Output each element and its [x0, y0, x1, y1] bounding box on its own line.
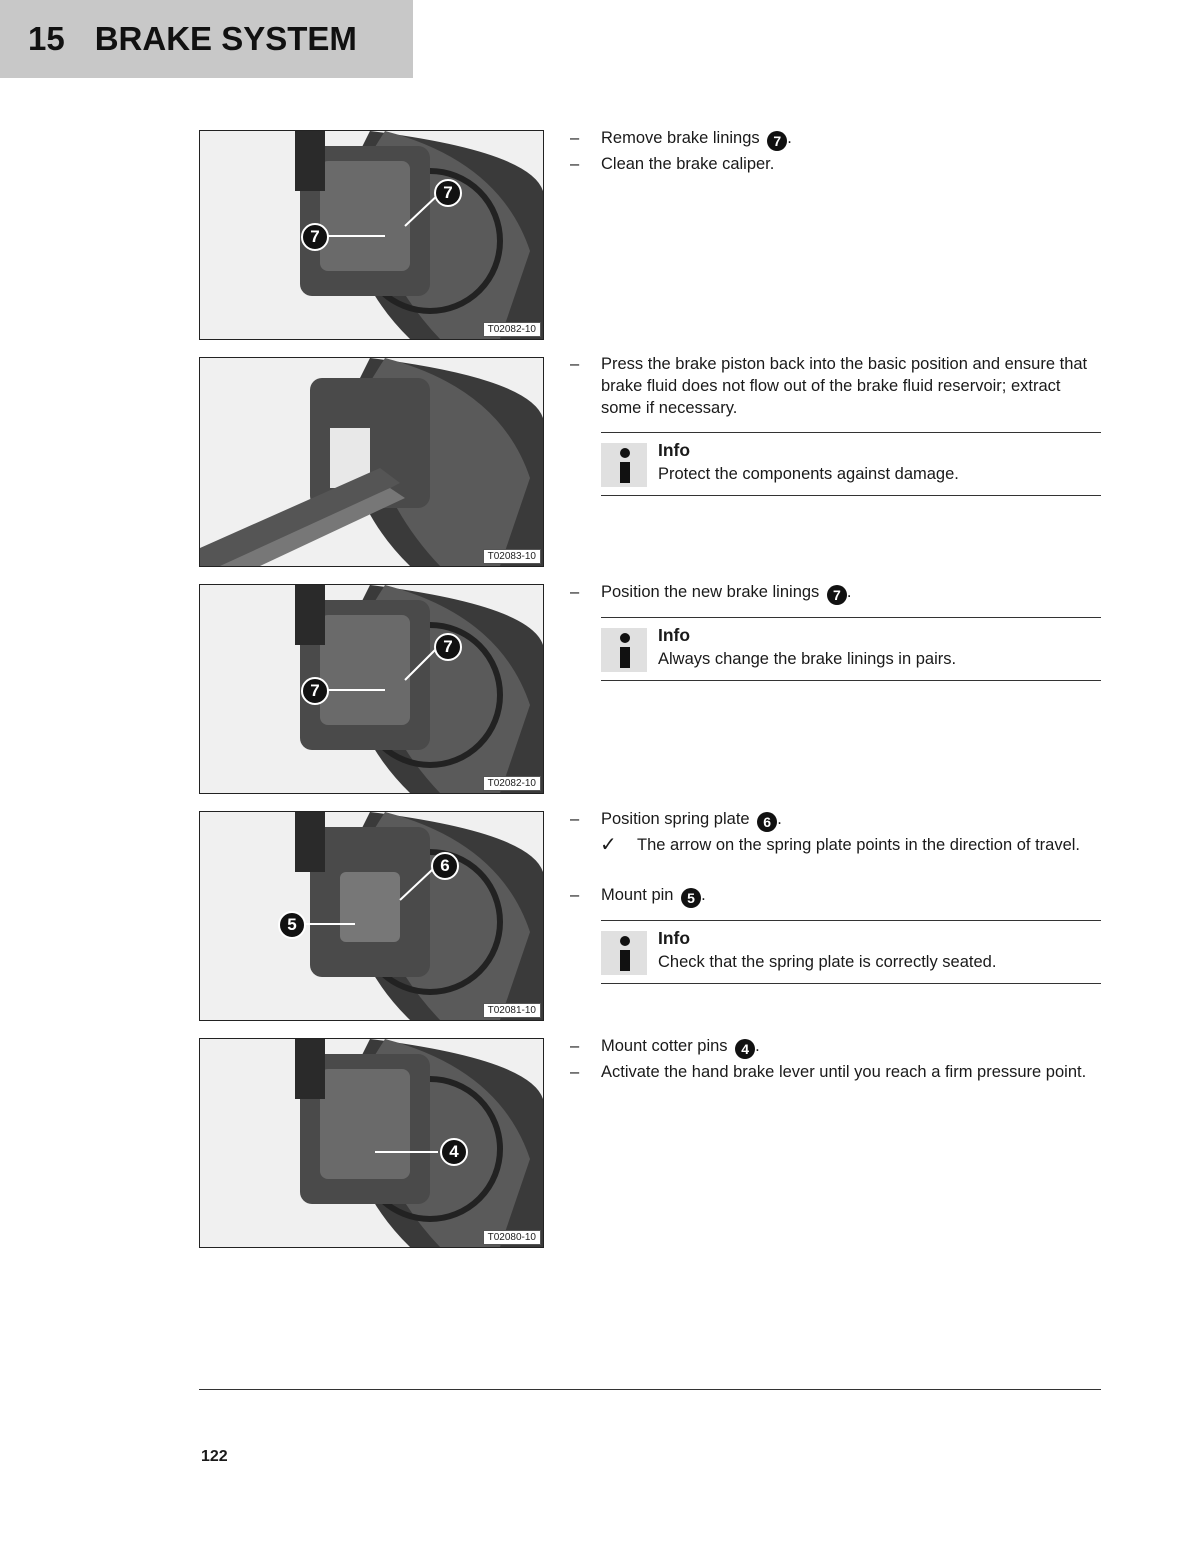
callout-7: 7 — [827, 585, 847, 605]
info-icon — [601, 931, 647, 975]
info-icon — [601, 628, 647, 672]
figure-code: T02082-10 — [483, 776, 541, 791]
footer-divider — [199, 1389, 1101, 1390]
photo-figure — [199, 1038, 544, 1248]
callout-6: 6 — [757, 812, 777, 832]
callout-5: 5 — [278, 911, 306, 939]
info-text: Check that the spring plate is correctly seated. — [658, 953, 997, 971]
step-item: – Remove brake linings 7 . — [570, 129, 792, 149]
callout-6: 6 — [431, 852, 459, 880]
callout-7: 7 — [301, 223, 329, 251]
figure-code: T02082-10 — [483, 322, 541, 337]
info-title: Info — [658, 625, 691, 645]
callout-7: 7 — [301, 677, 329, 705]
callout-7: 7 — [767, 131, 787, 151]
photo-figure — [199, 130, 544, 340]
callout-4: 4 — [440, 1138, 468, 1166]
page-number: 122 — [201, 1448, 228, 1465]
info-text: Always change the brake linings in pairs. — [658, 650, 957, 668]
info-box — [601, 617, 1101, 681]
info-text: Protect the components against damage. — [658, 465, 959, 483]
spring-plate-photo — [200, 812, 543, 1020]
chapter-title: BRAKE SYSTEM — [94, 20, 357, 57]
callout-7: 7 — [434, 179, 462, 207]
info-box — [601, 920, 1101, 984]
figure-code: T02080-10 — [483, 1230, 541, 1245]
chapter-number: 15 — [28, 20, 65, 57]
step-item: – Activate the hand brake lever until you reach a firm pressure point. — [570, 1063, 1087, 1081]
figure-code: T02081-10 — [483, 1003, 541, 1018]
photo-figure — [199, 811, 544, 1021]
info-title: Info — [658, 440, 691, 460]
cotter-pin-photo — [200, 1039, 543, 1247]
photo-figure — [199, 357, 544, 567]
photo-figure — [199, 584, 544, 794]
info-box — [601, 432, 1101, 496]
callout-4: 4 — [735, 1039, 755, 1059]
chapter-header — [0, 0, 413, 78]
step-item: – Position the new brake linings 7 . — [570, 583, 852, 603]
checkmark-icon: ✓ — [600, 834, 617, 856]
step-item: – Clean the brake caliper. — [570, 155, 775, 173]
step-item: – Mount cotter pins 4 . — [570, 1037, 760, 1057]
step-item: – Press the brake piston back into the basic position and ensure that brake fluid does not flow out of the brake fluid reservoir; extract some if necessary. — [570, 355, 1088, 417]
figure-code: T02083-10 — [483, 549, 541, 564]
brake-caliper-photo — [200, 585, 543, 793]
callout-7: 7 — [434, 633, 462, 661]
step-item: – Position spring plate 6 . — [570, 810, 782, 830]
callout-5: 5 — [681, 888, 701, 908]
check-result: ✓ The arrow on the spring plate points in the direction of travel. — [600, 834, 1080, 856]
info-title: Info — [658, 928, 691, 948]
info-icon — [601, 443, 647, 487]
brake-caliper-photo — [200, 131, 543, 339]
brake-piston-photo — [200, 358, 543, 566]
step-item: – Mount pin 5 . — [570, 886, 706, 906]
